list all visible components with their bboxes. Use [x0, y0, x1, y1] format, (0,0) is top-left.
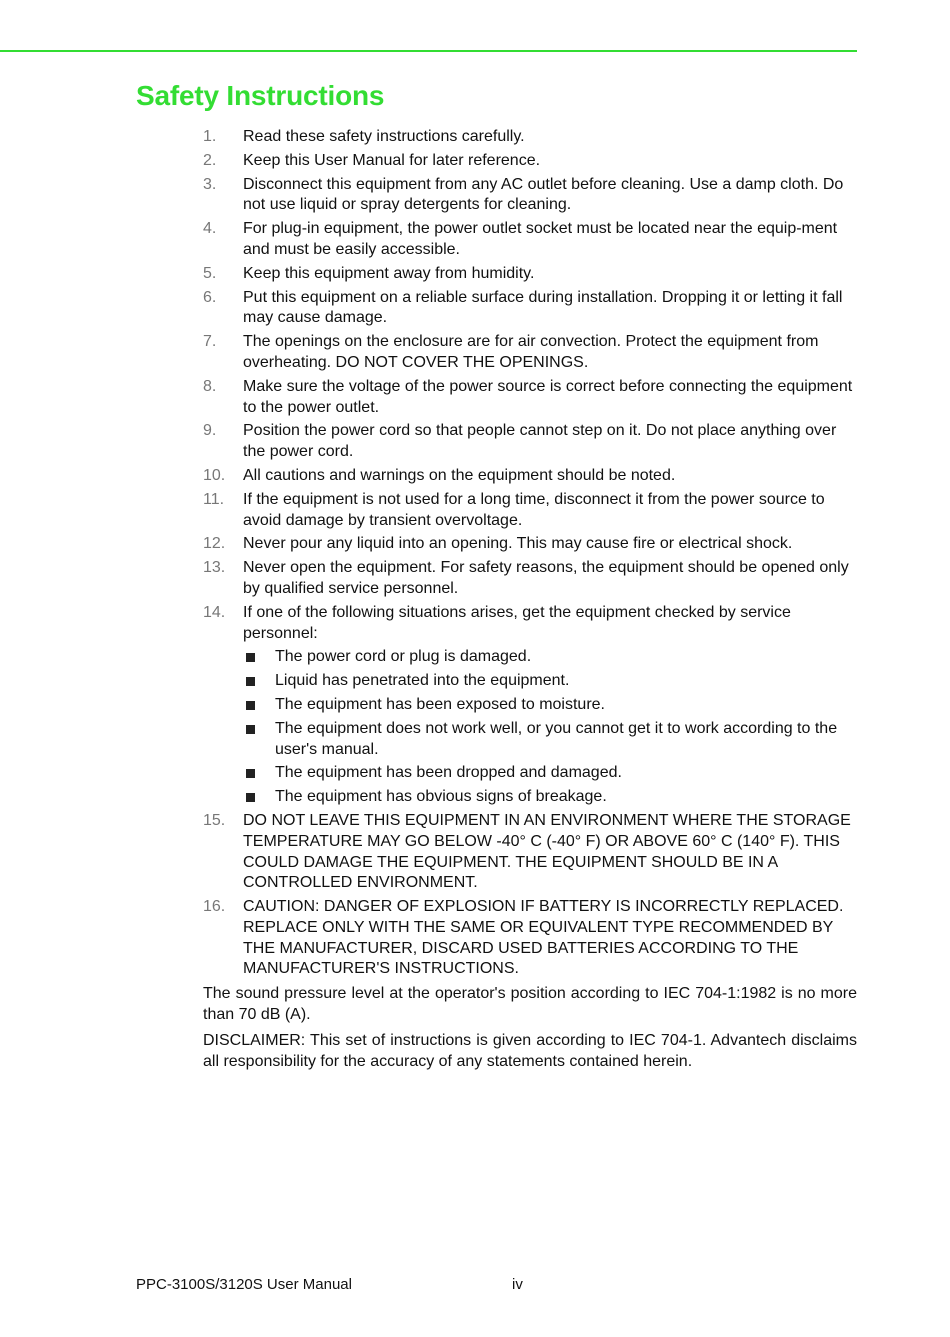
instruction-item	[203, 377, 857, 419]
situation-item	[243, 719, 857, 761]
square-bullet-icon	[246, 793, 255, 802]
instruction-item	[203, 127, 857, 148]
situation-text: Liquid has penetrated into the equipment.	[275, 672, 570, 690]
item-number: 4.	[203, 220, 217, 238]
disclaimer: DISCLAIMER: This set of instructions is given according to IEC 704-1. Advantech disclaims all responsibility for the accuracy of any statements contained herein.	[203, 1031, 857, 1070]
sound-pressure-note: The sound pressure level at the operator's position according to IEC 704-1:1982 is no more than 70 dB (A).	[203, 985, 857, 1024]
item-number: 13.	[203, 559, 226, 577]
item-number: 9.	[203, 422, 217, 440]
item-number: 5.	[203, 264, 217, 282]
item-number: 1.	[203, 128, 217, 145]
situation-text: The equipment has obvious signs of breakage.	[275, 788, 607, 806]
situation-item	[243, 647, 857, 668]
situation-item	[243, 763, 857, 784]
instruction-item	[203, 811, 857, 894]
item-number: 8.	[203, 377, 217, 395]
item-text: Put this equipment on a reliable surface during installation. Dropping it or letting it fall may cause damage.	[243, 288, 843, 327]
situation-text: The equipment does not work well, or you cannot get it to work according to the user's manual.	[275, 719, 838, 758]
situation-item	[243, 671, 857, 692]
situation-text: The power cord or plug is damaged.	[275, 648, 532, 666]
item-text: Disconnect this equipment from any AC outlet before cleaning. Use a damp cloth. Do not use liquid or spray detergents for cleaning.	[243, 175, 844, 214]
instruction-item	[203, 534, 857, 555]
square-bullet-icon	[246, 725, 255, 734]
footer-page-number: iv	[512, 1276, 523, 1293]
item-number: 11.	[203, 490, 225, 508]
item-number: 12.	[203, 535, 226, 553]
item-text: Position the power cord so that people cannot step on it. Do not place anything over the power cord.	[243, 422, 837, 461]
item-number: 10.	[203, 466, 226, 484]
instruction-item	[203, 175, 857, 217]
item-text: For plug-in equipment, the power outlet socket must be located near the equip-ment and must be easily accessible.	[243, 220, 838, 258]
item-text: Never pour any liquid into an opening. This may cause fire or electrical shock.	[243, 535, 793, 553]
item-number: 6.	[203, 288, 217, 306]
situation-item	[243, 695, 857, 716]
instruction-item	[203, 151, 857, 172]
item-text: Make sure the voltage of the power source is correct before connecting the equipment to the power outlet.	[243, 377, 853, 416]
item-text: All cautions and warnings on the equipment should be noted.	[243, 466, 676, 484]
instruction-item	[203, 558, 857, 600]
situation-text: The equipment has been dropped and damaged.	[275, 764, 622, 782]
instruction-item	[203, 219, 857, 261]
item-number: 7.	[203, 333, 217, 351]
item-number: 16.	[203, 898, 226, 916]
instruction-item	[203, 603, 857, 808]
page-title: Safety Instructions	[136, 80, 385, 111]
item-number: 2.	[203, 151, 217, 169]
item-text: CAUTION: DANGER OF EXPLOSION IF BATTERY IS INCORRECTLY REPLACED. REPLACE ONLY WITH THE SAME OR EQUIVALENT TYPE RECOMMENDED BY THE MANUFACTURER, DISCARD USED BATTERIES ACCORDING TO THE MANUFACTURER'S INSTRUCTIONS.	[243, 898, 844, 978]
header-rule	[0, 50, 857, 52]
square-bullet-icon	[246, 653, 255, 662]
instruction-item	[203, 490, 857, 532]
instruction-item	[203, 288, 857, 330]
instruction-item	[203, 332, 857, 374]
item-text: DO NOT LEAVE THIS EQUIPMENT IN AN ENVIRONMENT WHERE THE STORAGE TEMPERATURE MAY GO BELOW -40° C (-40° F) OR ABOVE 60° C (140° F). THIS COULD DAMAGE THE EQUIPMENT. THE EQUIPMENT SHOULD BE IN A CONTROLLED ENVIRONMENT.	[243, 811, 851, 892]
item-number: 3.	[203, 175, 217, 193]
safety-instructions-list	[203, 127, 857, 1077]
item-number: 14.	[203, 603, 226, 621]
item-text: The openings on the enclosure are for air convection. Protect the equipment from overheating. DO NOT COVER THE OPENINGS.	[243, 333, 819, 371]
situation-text: The equipment has been exposed to moisture.	[275, 695, 605, 713]
item-text: If the equipment is not used for a long time, disconnect it from the power source to avoid damage by transient overvoltage.	[243, 490, 825, 529]
square-bullet-icon	[246, 769, 255, 778]
item-text: If one of the following situations arises, get the equipment checked by service personnel:	[243, 603, 791, 642]
item-text: Keep this User Manual for later reference.	[243, 151, 541, 169]
situation-item	[243, 787, 857, 808]
instruction-item	[203, 421, 857, 463]
item-number: 15.	[203, 811, 226, 829]
item-text: Read these safety instructions carefully.	[243, 128, 525, 145]
footer-manual-title: PPC-3100S/3120S User Manual	[136, 1276, 352, 1293]
situation-list	[243, 647, 857, 808]
instruction-item	[203, 264, 857, 285]
item-text: Keep this equipment away from humidity.	[243, 264, 535, 282]
square-bullet-icon	[246, 701, 255, 710]
square-bullet-icon	[246, 677, 255, 686]
instruction-item	[203, 466, 857, 487]
item-text: Never open the equipment. For safety reasons, the equipment should be opened only by qualified service personnel.	[243, 559, 849, 597]
instruction-item	[203, 897, 857, 980]
